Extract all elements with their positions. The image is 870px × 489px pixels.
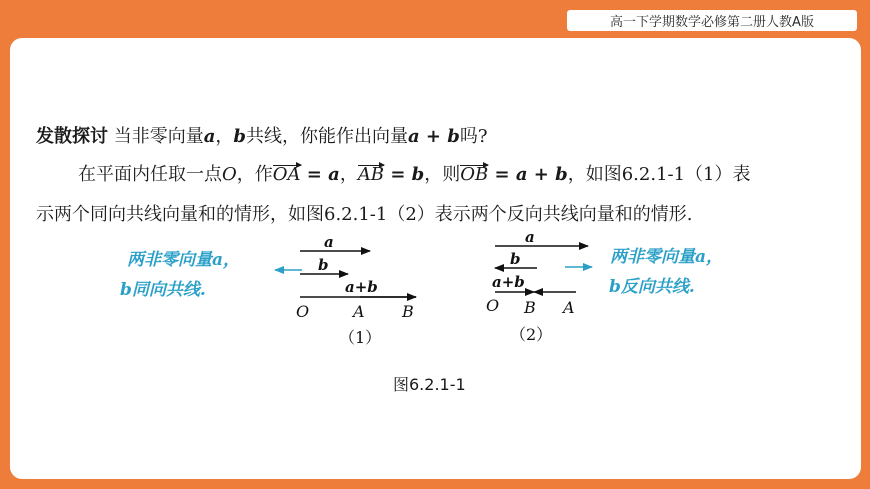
d2-number: （2）: [510, 325, 553, 344]
p1-part-3: ，: [339, 164, 358, 185]
d1-label-a: a: [324, 233, 334, 251]
right-note-line-1: 两非零向量a，: [610, 247, 724, 267]
q-part-3: 共线，你能作出向量: [246, 126, 408, 147]
left-note-line-1: 两非零向量a，: [127, 250, 241, 270]
d1-label-b: b: [318, 256, 329, 274]
course-title-tag: [567, 10, 857, 31]
left-note-line-2: b同向共线.: [120, 280, 206, 300]
d1-label-sum: a+b: [345, 278, 378, 296]
vector-ab: AB: [357, 164, 385, 185]
eq-ab: = a + b: [488, 164, 568, 185]
course-title: 高一下学期数学必修第二册人教A版: [610, 15, 814, 30]
point-o: O: [222, 164, 237, 185]
p2-text: 示两个同向共线向量和的情形，如图6.2.1-1（2）表示两个反向共线向量和的情形.: [36, 204, 693, 225]
q-sum: a + b: [408, 126, 460, 147]
q-vec-a: a: [203, 126, 216, 147]
q-part-2: ，: [215, 126, 234, 147]
d2-label-b: b: [510, 250, 521, 268]
vector-figure: [10, 38, 861, 479]
vector-ob: OB: [460, 164, 489, 185]
figure-caption: 图6.2.1-1: [393, 375, 466, 394]
heading-label: 发散探讨: [36, 126, 108, 147]
d2-point-a: A: [563, 298, 575, 317]
eq-b: = b: [384, 164, 425, 185]
q-vec-b: b: [233, 126, 246, 147]
d1-point-a: A: [353, 302, 365, 321]
q-part-4: 吗?: [459, 126, 488, 147]
d2-point-b: B: [524, 298, 536, 317]
vector-oa: OA: [272, 164, 301, 185]
p1-part-1: 在平面内任取一点: [78, 164, 222, 185]
eq-a: = a: [300, 164, 340, 185]
p1-part-5: ，如图6.2.1-1（1）表: [567, 164, 751, 185]
q-part-1: 当非零向量: [113, 126, 204, 147]
slide-panel: [10, 38, 861, 479]
d2-point-o: O: [486, 296, 500, 315]
d1-point-o: O: [296, 302, 310, 321]
d2-label-a: a: [525, 228, 535, 246]
right-note-line-2: b反向共线.: [609, 277, 695, 297]
p1-part-4: ，则: [424, 164, 461, 185]
d1-point-b: B: [402, 302, 414, 321]
d2-label-sum: a+b: [492, 273, 525, 291]
d1-number: （1）: [339, 328, 382, 347]
p1-part-2: ，作: [236, 164, 273, 185]
